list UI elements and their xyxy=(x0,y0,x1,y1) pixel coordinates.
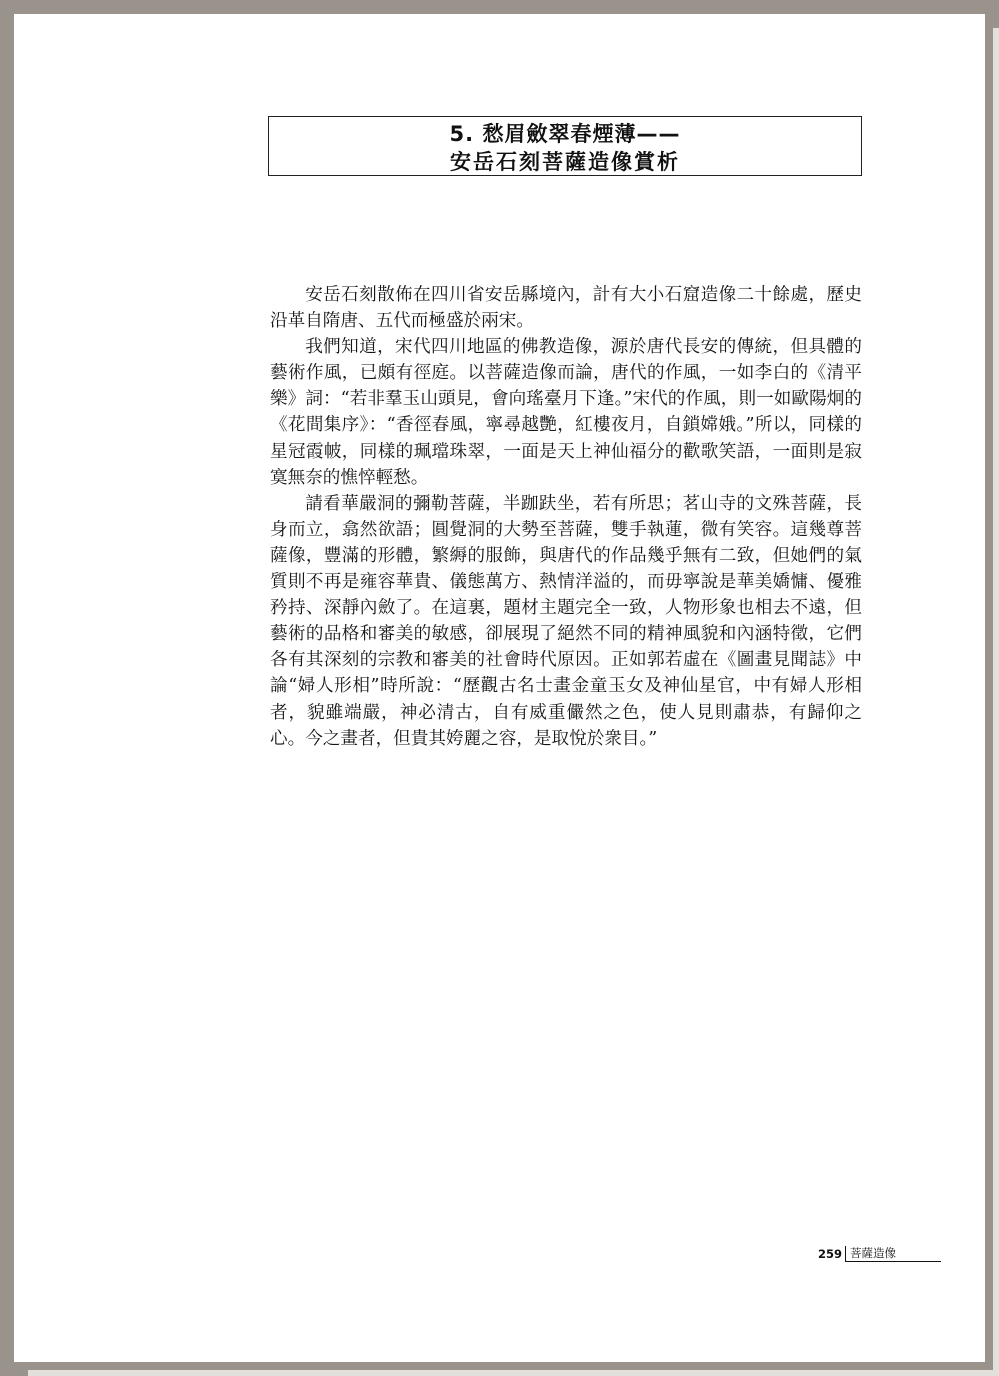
paragraph-1: 安岳石刻散佈在四川省安岳縣境內，計有大小石窟造像二十餘處，歷史沿革自隋唐、五代而極盛於兩宋。 xyxy=(270,285,862,332)
page-footer xyxy=(818,1246,948,1266)
article-body xyxy=(270,282,862,752)
page-number: 259 xyxy=(818,1247,843,1261)
paragraph-3: 請看華嚴洞的彌勒菩薩，半跏趺坐，若有所思；茗山寺的文殊菩薩，長身而立，翕然欲語；圓覺洞的大勢至菩薩，雙手執蓮，微有笑容。這幾尊菩薩像，豐滿的形體，繁縟的服飾，與唐代的作品幾乎無有二致，但她們的氣質則不再是雍容華貴、儀態萬方、熱情洋溢的，而毋寧說是華美嬌慵、優雅矜持、深靜內斂了。在這裏，題材主題完全一致，人物形象也相去不遠，但藝術的品格和審美的敏感，卻展現了絕然不同的精神風貌和內涵特徵，它們各有其深刻的宗教和審美的社會時代原因。正如郭若虛在《圖畫見聞誌》中論“婦人形相”時所說：“歷觀古名士畫金童玉女及神仙星官，中有婦人形相者，貌雖端嚴，神必清古，自有威重儼然之色，使人見則肅恭，有歸仰之心。今之畫者，但貴其姱麗之容，是取悅於衆目。” xyxy=(270,493,862,749)
paragraph-2: 我們知道，宋代四川地區的佛教造像，源於唐代長安的傳統，但具體的藝術作風，已頗有徑庭。以菩薩造像而論，唐代的作風，一如李白的《清平樂》詞：“若非羣玉山頭見，會向瑤臺月下逢。”宋代的作風，則一如歐陽炯的《花間集序》：“香徑春風，寧尋越艷，紅樓夜月，自鎖嫦娥。”所以，同樣的星冠霞帔，同樣的珮璫珠翠，一面是天上神仙福分的歡歌笑語，一面則是寂寞無奈的憔悴輕愁。 xyxy=(270,337,862,488)
running-section-label: 菩薩造像 xyxy=(845,1246,941,1262)
section-title-line2: 安岳石刻菩薩造像賞析 xyxy=(450,150,680,174)
section-title-box xyxy=(268,116,862,176)
section-title-line1: 5. 愁眉斂翠春煙薄—— xyxy=(449,122,681,146)
